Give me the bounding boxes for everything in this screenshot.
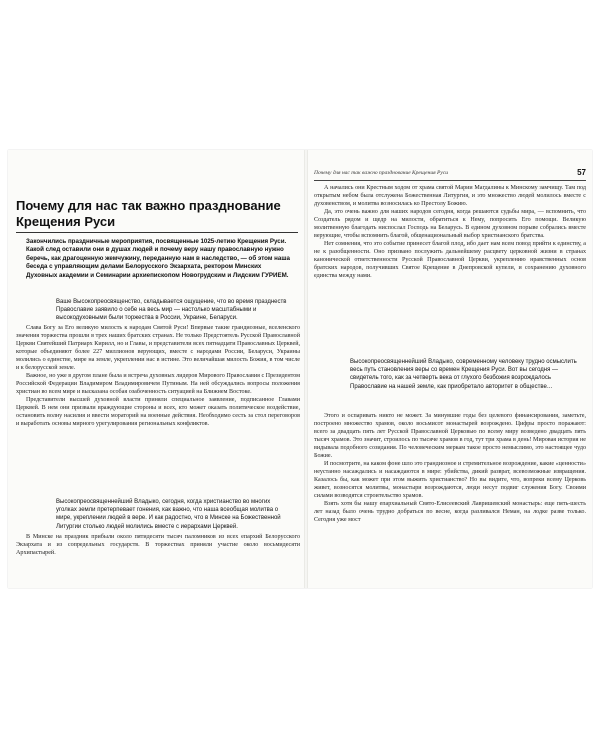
book-gutter bbox=[304, 150, 308, 588]
interview-question-3: Высокопреосвященнейший Владыко, современному человеку трудно осмыслить весь путь становления веры со времен Крещения Руси. Вот вы сегодня — свидетель того, как за четверть века от глухого безбожия возрождалось Православие на нашей земле, как приобретало авторитет в обществе… bbox=[350, 359, 577, 390]
book-spread bbox=[8, 150, 592, 588]
paragraph: А начались они Крестным ходом от храма святой Марии Магдалины к Минскому замчищу. Там под открытым небом была отслужена Божественная Литургия, и это множество людей молилось вместе с духовенством, и молитва возносилась ко Престолу Божию. bbox=[314, 185, 586, 207]
left-body-2 bbox=[16, 533, 300, 557]
article-lead: Закончились праздничные мероприятия, посвященные 1025-летию Крещения Руси. Какой след оставили они в душах людей и почему веру нашу православную нужно беречь, как драгоценную жемчужину, переданную нам в наследство, — об этом наша беседа с управляющим делами Белорусского Экзархата, ректором Минских Духовных академии и Семинарии архиепископом Новогрудским и Лидским ГУРИЕМ. bbox=[26, 238, 290, 279]
right-body-1 bbox=[314, 184, 586, 280]
right-body-2 bbox=[314, 412, 586, 524]
running-title: Почему для нас так важно празднование Крещения Руси bbox=[314, 170, 449, 176]
article-title: Почему для нас так важно празднование Крещения Руси bbox=[16, 198, 281, 229]
page-number: 57 bbox=[577, 168, 586, 177]
paragraph: Представители высшей духовной власти приняли специальное заявление, подписанное Главами Церквей. В нем они призвали враждующие стороны и всех, кто может оказать политическое воздействие, остановить волну насилия и ввести мораторий на военные действия. Необходимо сесть за стол переговоров и выработать основы мирного урегулирования региональных конфликтов. bbox=[16, 397, 300, 427]
title-rule bbox=[16, 232, 298, 233]
interview-question-1: Ваше Высокопреосвященство, складывается ощущение, что во время празднеств Православие заявило о себе на весь мир — настолько масштабными и высокодуховными были торжества в России, Украине, Беларуси. bbox=[56, 299, 287, 322]
paragraph: Слава Богу за Его великую милость к народам Святой Руси! Впервые такие грандиозные, вселенского значения торжества прошли в трех наших братских странах. Не только Предстоятель Русской Православной Церкви Святейший Патриарх Кирилл, но и Главы, и представители всех пятнадцати Православных Церквей, которые объединяют более 227 миллионов верующих, вместе с народами России, Беларуси, Украины молились о единстве, мире на земле, укреплении нас в истине. Это величайшая милость Божия, в том числе и к белорусской земле. bbox=[16, 325, 300, 371]
running-head bbox=[314, 170, 586, 181]
left-body-1 bbox=[16, 324, 300, 428]
left-page bbox=[16, 150, 300, 588]
paragraph: Да, это очень важно для наших народов сегодня, когда решаются судьбы мира, — вспомнить, что Создатель рядом и щедр на милости, обратиться к Нему, попросить Его помощи. Великую молитвенную благодать ниспослал Господь на Беларусь. В едином духовном порыве собрались вместе верующие, чтобы вспомнить благой, общенациональный выбор христианского братства. bbox=[314, 209, 586, 239]
paragraph: Важное, но уже в другом плане была и встреча духовных лидеров Мирового Православия с Президентом Российской Федерации Владимиром Владимировичем Путиным. На ней обсуждались вопросы положения христиан во всем мире и высказана особая озабоченность ситуацией на Ближнем Востоке. bbox=[16, 373, 301, 395]
right-page bbox=[314, 150, 586, 588]
paragraph: И посмотрите, на каком фоне шло это грандиозное и стремительное возрождение, какие «ценности» неустанно насаждались и насаждаются в мире: убийства, дикий разврат, всевозможные извращения. Казалось бы, как может при этом выжить христианство? Но вы видите, что, вопреки всему Церковь живет, возносятся молитвы, монастыри возрождаются, люди несут подвиг служения Богу. Своими силами возводятся строительство храмов. bbox=[314, 461, 586, 499]
paragraph: Взять хотя бы нашу епархиальный Свято-Елисеевский Лавришевский монастырь: еще пять-шесть лет назад было очень трудно добраться по весне, когда разливался Неман, на лодке разве только. Сегодня уже мост bbox=[314, 501, 586, 523]
interview-question-2: Высокопреосвященнейший Владыко, сегодня, когда христианство во многих уголках земли претерпевает гонения, как важно, что наша всеобщая молитва о мире, укреплении людей в вере. И как радостно, что в Минске на Божественной Литургии столько людей молились вместе с иерархами Церквей. bbox=[56, 499, 281, 530]
paragraph: Этого и оспаривать никто не может. За минувшие годы без целевого финансирования, заметьте, построено множество храмов, около восьмисот монастырей возрождено. Цифры просто поражают: всего за двадцать пять лет Русской Православной Церковью по всему миру возведено двадцать пять тысяч храмов. Это значит, строилось по тысяче храмов в год, тут три храма в день! Мировая история не видывала подобного созидания. По человеческим меркам такое просто немыслимо, это настоящее чудо Божие. bbox=[314, 413, 586, 459]
paragraph: Нет сомнения, что это событие принесет благой плод, ибо дает нам всем повод прийти к единству, а не к разобщенности. Оно призвано послужить дальнейшему расцвету церковной жизни в странах канонической ответственности Русской Православной Церкви, укреплению нравственных основ братских народов, получивших Святое Крещение в Днепровской купели, и сохранению духовного единства между нами. bbox=[314, 241, 586, 279]
paragraph: В Минске на праздник прибыли около пятидесяти тысяч паломников из всех епархий Белорусского Экзархата и из сопредельных государств. В торжествах приняли участие около восьмидесяти Архипастырей. bbox=[16, 534, 300, 556]
